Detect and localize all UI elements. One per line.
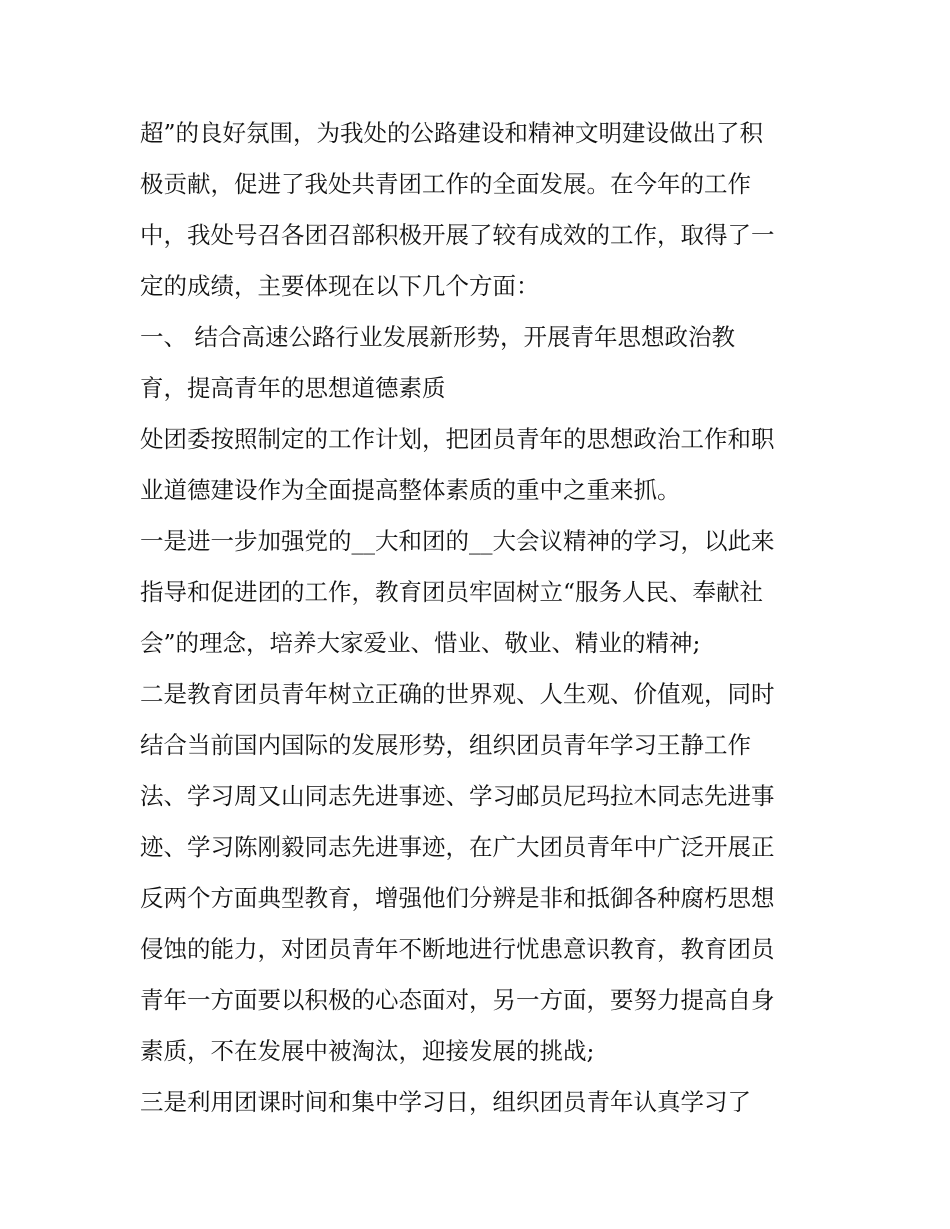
text-line: 极贡献，促进了我处共青团工作的全面发展。在今年的工作 [140,170,751,198]
text-line: 会”的理念，培养大家爱业、惜业、敬业、精业的精神; [140,629,701,657]
text-line: 中，我处号召各团召部积极开展了较有成效的工作，取得了一 [140,221,775,249]
text-line: 三是利用团课时间和集中学习日，组织团员青年认真学习了 [140,1088,751,1116]
text-line: 青年一方面要以积极的心态面对，另一方面，要努力提高自身 [140,986,775,1014]
text-line: 素质，不在发展中被淘汰，迎接发展的挑战; [140,1037,595,1065]
text-line: 一是进一步加强党的__大和团的__大会议精神的学习，以此来 [140,527,775,555]
text-line: 指导和促进团的工作，教育团员牢固树立“服务人民、奉献社 [140,578,764,606]
text-line: 结合当前国内国际的发展形势，组织团员青年学习王静工作 [140,731,751,759]
text-line: 侵蚀的能力，对团员青年不断地进行忧患意识教育，教育团员 [140,935,775,963]
text-line: 定的成绩，主要体现在以下几个方面： [140,272,540,300]
text-line: 超”的良好氛围，为我处的公路建设和精神文明建设做出了积 [140,119,764,147]
text-line: 处团委按照制定的工作计划，把团员青年的思想政治工作和职 [140,425,775,453]
text-line: 迹、学习陈刚毅同志先进事迹，在广大团员青年中广泛开展正 [140,833,775,861]
text-line: 业道德建设作为全面提高整体素质的重中之重来抓。 [140,476,681,504]
section-heading-line: 育，提高青年的思想道德素质 [140,374,446,402]
section-heading-line: 一、 结合高速公路行业发展新形势，开展青年思想政治教 [140,323,735,351]
text-line: 二是教育团员青年树立正确的世界观、人生观、价值观，同时 [140,680,775,708]
text-line: 反两个方面典型教育，增强他们分辨是非和抵御各种腐朽思想 [140,884,775,912]
text-line: 法、学习周又山同志先进事迹、学习邮员尼玛拉木同志先进事 [140,782,775,810]
body-text [140,108,840,1128]
